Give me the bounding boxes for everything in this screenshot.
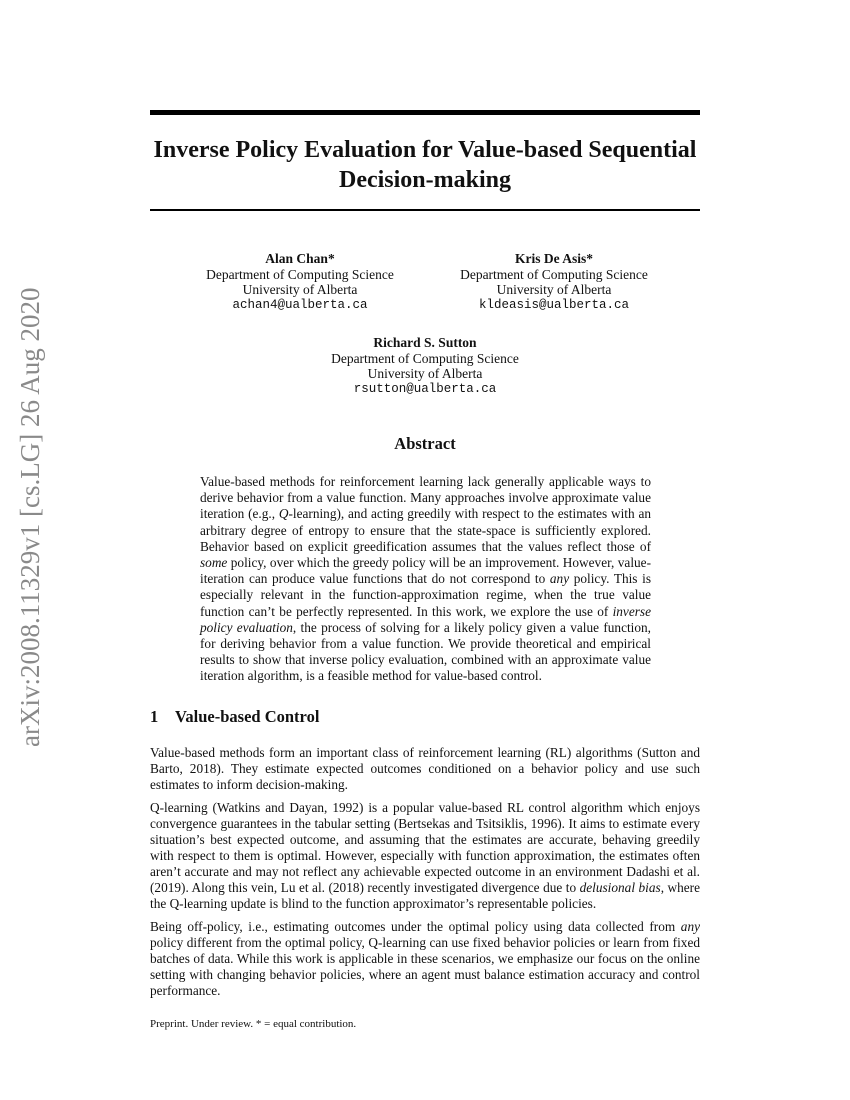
body-paragraph: Being off-policy, i.e., estimating outcomes under the optimal policy using data collected from any policy different from the optimal policy, Q-learning can use fixed behavior policies or learn from fixed batches of data. While this work is applicable in these scenarios, we emphasize our focus on the online setting with changing behavior policies, where an agent must balance estimation accuracy and control performance. bbox=[150, 919, 700, 998]
author-email[interactable]: rsutton@ualberta.ca bbox=[353, 381, 497, 396]
author-block bbox=[300, 335, 550, 397]
title-top-rule bbox=[150, 110, 700, 115]
author-department: Department of Computing Science bbox=[460, 266, 648, 282]
author-name: Alan Chan* bbox=[265, 251, 335, 266]
author-department: Department of Computing Science bbox=[206, 266, 394, 282]
author-institution: University of Alberta bbox=[242, 282, 358, 297]
section-title: Value-based Control bbox=[175, 707, 320, 726]
section-heading bbox=[150, 707, 700, 727]
author-institution: University of Alberta bbox=[496, 282, 612, 297]
title-bottom-rule bbox=[150, 209, 700, 211]
author-department: Department of Computing Science bbox=[331, 350, 519, 366]
footnote: Preprint. Under review. * = equal contribution. bbox=[150, 1018, 357, 1030]
abstract-heading: Abstract bbox=[394, 434, 456, 453]
author-name: Richard S. Sutton bbox=[373, 335, 477, 350]
arxiv-identifier-stamp: arXiv:2008.11329v1 [cs.LG] 26 Aug 2020 bbox=[15, 288, 45, 748]
section-number: 1 bbox=[150, 707, 159, 726]
paper-title: Inverse Policy Evaluation for Value-based Sequential Decision-making bbox=[153, 137, 697, 193]
author-block bbox=[190, 251, 410, 313]
author-email[interactable]: achan4@ualberta.ca bbox=[232, 297, 368, 312]
author-name: Kris De Asis* bbox=[514, 251, 593, 266]
author-institution: University of Alberta bbox=[367, 366, 483, 381]
author-block bbox=[444, 251, 664, 313]
author-email[interactable]: kldeasis@ualberta.ca bbox=[478, 297, 630, 312]
body-paragraph: Value-based methods form an important class of reinforcement learning (RL) algorithms (Sutton and Barto, 2018). They estimate expected outcomes conditioned on a behavior policy and use such estimates to inform decision-making. bbox=[150, 745, 700, 792]
section-body bbox=[150, 745, 700, 1006]
body-paragraph: Q-learning (Watkins and Dayan, 1992) is a popular value-based RL control algorithm which enjoys convergence guarantees in the tabular setting (Bertsekas and Tsitsiklis, 1996). It aims to estimate every situation’s best expected outcome, and assuming that the estimates are accurate, behaving greedily with respect to them is optimal. However, especially with function approximation, the estimates often aren’t accurate and may not reflect any achievable expected outcome in an environment Dadashi et al. (2019). Along this vein, Lu et al. (2018) recently investigated divergence due to delusional bias, where the Q-learning update is blind to the function approximator’s representable policies. bbox=[150, 800, 700, 911]
abstract-text: Value-based methods for reinforcement learning lack generally applicable ways to derive behavior from a value function. Many approaches involve approximate value iteration (e.g., Q-learning), and acting greedily with respect to the estimates with an arbitrary degree of entropy to ensure that the state-space is sufficiently explored. Behavior based on explicit greedification assumes that the values reflect those of some policy, over which the greedy policy will be an improvement. However, value-iteration can produce value functions that do not correspond to any policy. This is especially relevant in the function-approximation regime, when the true value function can’t be perfectly represented. In this work, we explore the use of inverse policy evaluation, the process of solving for a likely policy given a value function, for deriving behavior from a value function. We provide theoretical and empirical results to show that inverse policy evaluation, combined with an approximate value iteration algorithm, is a feasible method for value-based control. bbox=[200, 474, 651, 684]
